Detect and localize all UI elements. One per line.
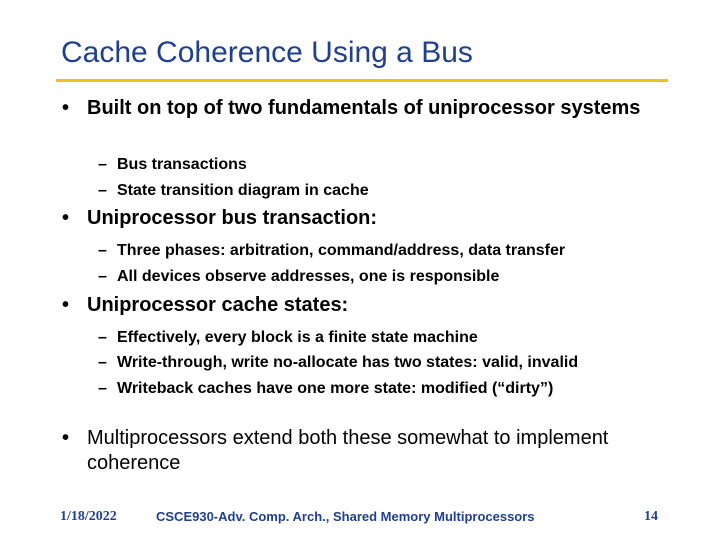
bullet-1-sub-2-text: State transition diagram in cache [117,182,369,199]
footer-date: 1/18/2022 [60,509,117,524]
bullet-2-text: Uniprocessor bus transaction: [87,207,378,229]
bullet-3-text: Uniprocessor cache states: [87,294,349,316]
bullet-dot: • [62,427,70,449]
bullet-dot: • [62,207,70,229]
sub-dash: – [98,329,107,346]
bullet-4-text: Multiprocessors extend both these somewhat to implement coherence [87,427,609,474]
bullet-dot: • [62,294,70,316]
bullet-2-sub-2-text: All devices observe addresses, one is responsible [117,268,500,285]
footer-course-title: CSCE930-Adv. Comp. Arch., Shared Memory Multiprocessors [156,509,535,524]
sub-dash: – [98,380,107,397]
sub-dash: – [98,156,107,173]
sub-dash: – [98,242,107,259]
bullet-dot: • [62,97,70,119]
bullet-3-sub-2-text: Write-through, write no-allocate has two states: valid, invalid [117,354,579,371]
bullet-3-sub-3-text: Writeback caches have one more state: modified (“dirty”) [117,380,554,397]
sub-dash: – [98,354,107,371]
bullet-1-sub-1-text: Bus transactions [117,156,247,173]
slide-title: Cache Coherence Using a Bus [61,36,473,69]
bullet-3-sub-1-text: Effectively, every block is a finite state machine [117,329,478,346]
bullet-2-sub-1-text: Three phases: arbitration, command/address, data transfer [117,242,566,259]
page-number: 14 [644,509,658,524]
sub-dash: – [98,268,107,285]
sub-dash: – [98,182,107,199]
bullet-1-text: Built on top of two fundamentals of uniprocessor systems [87,97,641,119]
